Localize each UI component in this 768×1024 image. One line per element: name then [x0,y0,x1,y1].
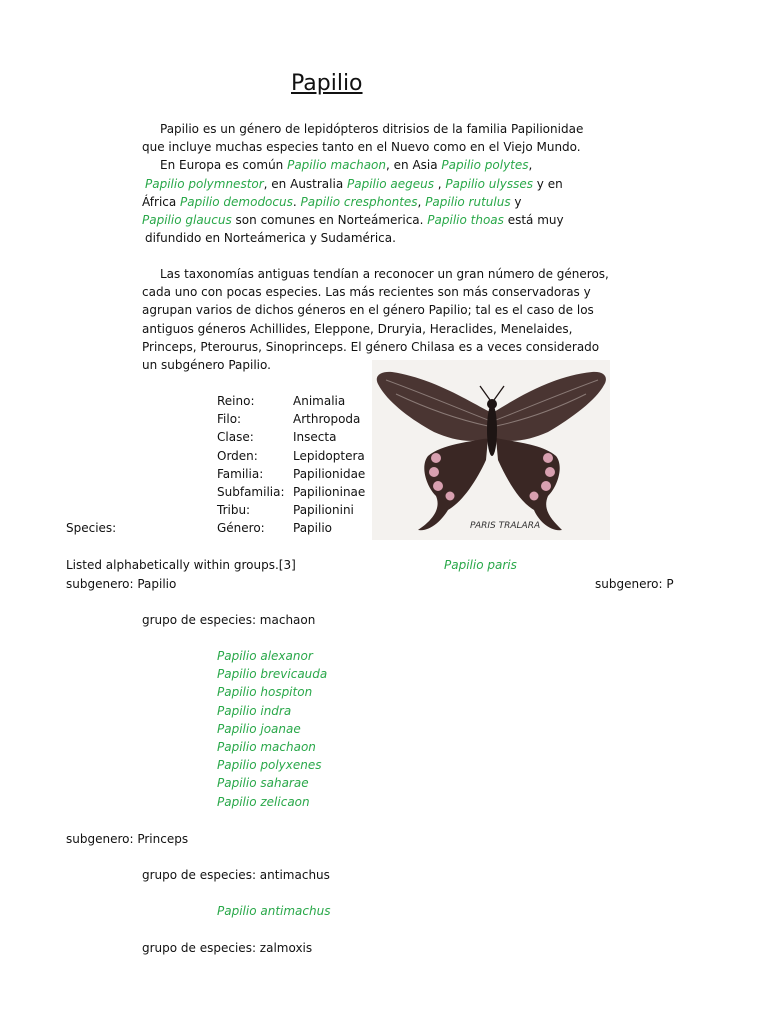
taxonomy-key: Género: [217,521,265,536]
species-link[interactable]: Papilio brevicauda [217,667,328,682]
text-line [142,120,602,138]
species-link[interactable]: Papilio indra [217,703,292,718]
species-link[interactable]: Papilio paris [444,558,517,572]
text: un subgénero [142,357,229,372]
species-link[interactable]: Papilio machaon [287,158,387,173]
subgenus-heading: subgenero: Princeps [66,832,189,846]
taxonomy-value: Lepidoptera [293,448,365,463]
species-label: Species: [66,521,117,535]
taxonomy-row [217,392,365,410]
taxonomy-row [217,447,365,465]
genus-list: Princeps, Pterourus, Sinoprinceps [142,339,343,354]
species-link[interactable]: Papilio antimachus [217,904,331,918]
text: . [267,357,271,372]
taxonomy-value: Insecta [293,430,337,445]
text-line [142,211,602,229]
taxonomy-value: Papilionidae [293,466,366,481]
text: antiguos géneros [142,321,250,336]
text-line: Las taxonomías antiguas tendían a reconocer un gran número de géneros, [160,267,609,281]
listed-note: Listed alphabetically within groups.[3] [66,558,296,572]
taxonomy-row [217,410,365,428]
text-line [142,301,602,319]
text-line [142,175,602,193]
taxonomy-key: Filo: [217,412,242,427]
text: África [142,194,181,209]
text-line: difundido en Norteámerica y Sudamérica. [145,231,396,246]
taxonomy-row [217,519,365,537]
species-group-heading: grupo de especies: machaon [142,613,316,627]
text-line [142,338,602,356]
taxonomy-row [217,428,365,446]
taxonomy-key: Familia: [217,466,264,481]
text: , en Asia [386,158,442,173]
taxonomy-value: Papilioninae [293,484,366,499]
species-link[interactable]: Papilio rutulus [425,194,511,209]
page-title: Papilio [291,71,363,96]
species-link[interactable]: Papilio ulysses [445,176,533,191]
genus-name: Chilasa [411,339,455,354]
taxonomy-row [217,501,365,519]
text: En Europa es común [160,158,288,173]
text: está muy [503,212,564,227]
genus-name: Papilio [228,357,268,372]
text: . [292,194,301,209]
species-link[interactable]: Papilio machaon [217,739,316,754]
species-link[interactable]: Papilio polytes [441,158,529,173]
text: y [510,194,522,209]
taxonomy-key: Orden: [217,448,258,463]
species-link[interactable]: Papilio polyxenes [217,758,322,773]
species-link[interactable]: Papilio alexanor [217,649,313,663]
subgenus-heading: subgenero: P [595,577,674,591]
taxonomy-value: Papilio [293,521,333,536]
taxonomy-value: Papilionini [293,503,354,518]
species-link[interactable]: Papilio cresphontes [300,194,418,209]
text: son comunes en Norteámerica. [231,212,428,227]
subgenus-heading: subgenero: Papilio [66,577,177,591]
text-line: que incluye muchas especies tanto en el Nuevo como en el Viejo Mundo. [142,140,581,155]
taxonomy-paragraph [142,265,609,374]
text: . El género [342,339,412,354]
species-link[interactable]: Papilio joanae [217,721,301,736]
text: , [417,194,426,209]
text-line [142,156,602,174]
text-line [142,193,602,211]
taxonomy-value: Animalia [293,394,346,408]
text: , [528,158,533,173]
taxonomy-table [217,392,365,538]
text: y en [532,176,563,191]
species-link[interactable]: Papilio thoas [427,212,504,227]
taxonomy-key: Clase: [217,430,254,445]
taxonomy-key: Reino: [217,394,255,408]
text: es un género de lepidópteros ditrisios de la familia [199,122,512,136]
species-link[interactable]: Papilio demodocus [180,194,293,209]
family-name: Papilionidae [511,122,584,136]
text: , en Australia [263,176,347,191]
species-link[interactable]: Papilio zelicaon [217,794,310,809]
text-line [142,320,602,338]
species-link[interactable]: Papilio aegeus [347,176,434,191]
genus-list: Achillides, Eleppone, Druryia, Heraclides, Menelaides, [249,321,573,336]
taxonomy-key: Subfamilia: [217,484,285,499]
species-group-heading: grupo de especies: zalmoxis [142,941,313,955]
butterfly-image [372,360,610,540]
text-line: cada uno con pocas especies. Las más recientes son más conservadoras y [142,285,591,300]
intro-paragraph [142,120,602,247]
text: , [433,176,446,191]
taxonomy-row [217,483,365,501]
genus-name: Papilio [160,122,200,136]
text: es a veces considerado [454,339,600,354]
handwritten-caption: PARIS TRALARA [470,521,541,531]
species-link[interactable]: Papilio saharae [217,776,309,791]
species-link[interactable]: Papilio glaucus [142,212,232,227]
species-link[interactable]: Papilio polymnestor [145,176,264,191]
taxonomy-value: Arthropoda [293,412,361,427]
taxonomy-key: Tribu: [217,503,251,518]
genus-name: Papilio [428,303,468,318]
species-list [217,647,327,811]
text: ; tal es el caso de los [467,303,594,318]
species-link[interactable]: Papilio hospiton [217,685,313,700]
species-group-heading: grupo de especies: antimachus [142,868,330,882]
text: agrupan varios de dichos géneros en el género [142,303,429,318]
taxonomy-row [217,465,365,483]
